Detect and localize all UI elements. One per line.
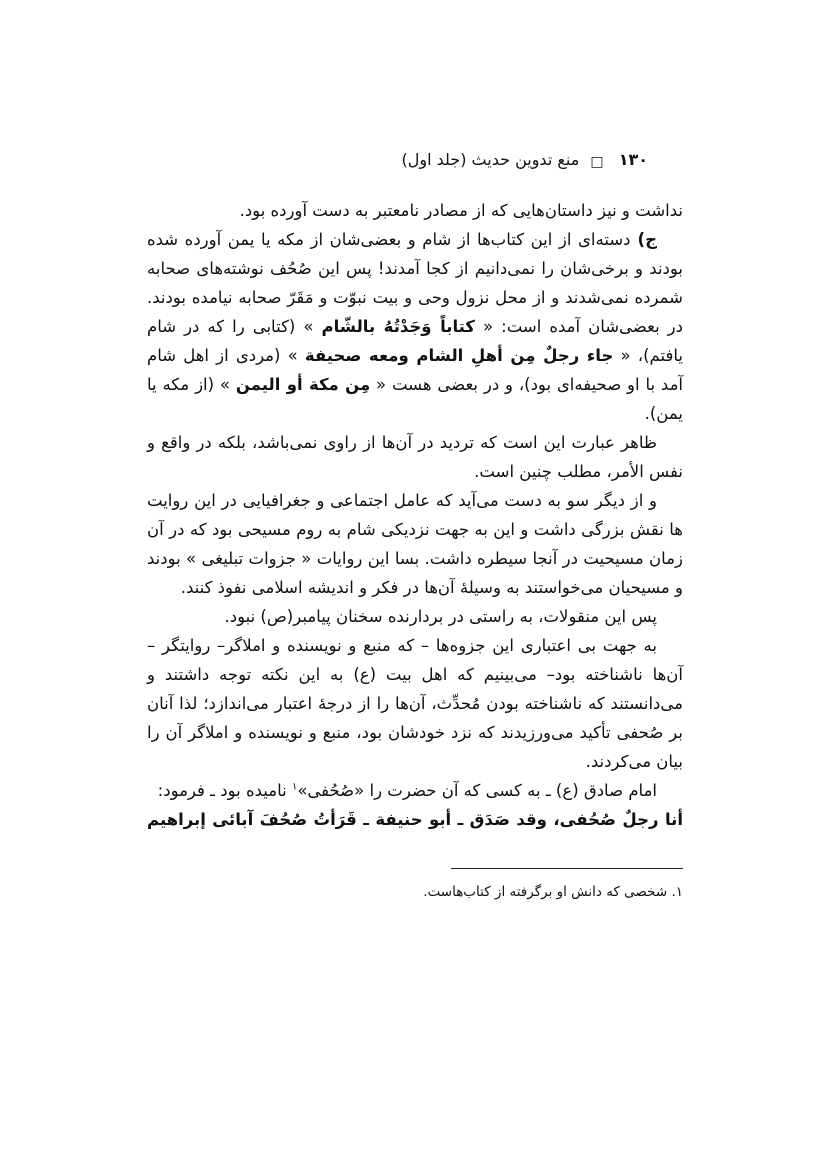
- text-run: » (کتابی را که در شام یافتم)، «: [147, 317, 683, 365]
- paragraph: [147, 225, 683, 428]
- body-paragraphs: [147, 196, 683, 834]
- text-run: امام صادق (ع) ـ به کسی که آن حضرت را «صُحُفی»: [297, 781, 657, 800]
- text-run: نداشت و نیز داستان‌هایی که از مصادر نامعتبر به دست آورده بود.: [239, 201, 683, 220]
- bold-run: ج): [630, 230, 657, 249]
- paragraph: [147, 428, 683, 486]
- footnote-block: [147, 868, 683, 903]
- running-header: [401, 150, 648, 169]
- paragraph: [147, 486, 683, 602]
- book-title: منع تدوین حدیث (جلد اول): [401, 150, 580, 169]
- text-run: » (از مکه یا یمن).: [147, 375, 683, 423]
- text-run: نامیده بود ـ فرمود:: [157, 781, 292, 800]
- footnote-marker: ۱: [291, 781, 298, 793]
- text-run: و از دیگر سو به دست می‌آید که عامل اجتماعی و جغرافیایی در این روایت ها نقش بزرگی داشت و این به جهت نزدیکی شام به روم مسیحی بود که در آن زمان مسیحیت در آنجا سیطره داشت. بسا این روایات « جزوات تبلیغی » بودند و مسیحیان می‌خواستند به وسیلهٔ آن‌ها در فکر و اندیشه اسلامی نفوذ کنند.: [147, 491, 683, 597]
- bold-run: أنا رجلٌ صُحُفی، وقد صَدَق ـ أبو حنیفة ـ قَرَأتُ صُحُفَ آبائی إبراهیم: [147, 810, 683, 829]
- paragraph: [147, 805, 683, 834]
- footnote-text: ۱. شخصی که دانش او برگرفته از کتاب‌هاست.: [423, 884, 683, 900]
- bold-run: کتاباً وَجَدْتُهُ بالشّام: [321, 317, 476, 336]
- text-run: پس این منقولات، به راستی در بردارنده سخنان پیامبر(ص) نبود.: [224, 607, 657, 626]
- bold-run: مِن مکة أو الیمن: [235, 375, 371, 394]
- paragraph: [147, 196, 683, 225]
- text-run: ظاهر عبارت این است که تردید در آن‌ها از راوی نمی‌باشد، بلکه در واقع و نفس الأمر، مطلب چنین است.: [147, 433, 683, 481]
- page-number: ۱۳۰: [618, 150, 648, 169]
- paragraph: [147, 776, 683, 805]
- paragraph: [147, 631, 683, 776]
- bold-run: جاء رجلٌ مِن أهلِ الشام ومعه صحیفة: [304, 346, 614, 365]
- text-run: به جهت بی اعتباری این جزوه‌ها – که منبع و نویسنده و املاگر– روایتگر – آن‌ها ناشناخته بود– می‌بینیم که اهل بیت (ع) به این نکته توجه داشتند و می‌دانستند که ناشناخته بودن مُحدِّث، آن‌ها را از درجهٔ اعتبار می‌اندازد؛ لذا آنان بر صُحفی تأکید می‌ورزیدند که نزد خودشان بود، منبع و نویسنده و املاگر آن را بیان می‌کردند.: [147, 636, 683, 771]
- text-run: دسته‌ای از این کتاب‌ها از شام و بعضی‌شان از مکه یا یمن آورده شده بودند و برخی‌شان را نمی‌دانیم از کجا آمدند! پس این صُحُف نوشته‌های صحابه شمرده نمی‌شدند و از محل نزول وحی و بیت نبوّت و مَقَرّ صحابه نیامده بودند. در بعضی‌شان آمده است: «: [147, 230, 684, 336]
- header-square-icon: □: [590, 154, 604, 170]
- text-run: » (مردی از اهل شام آمد با او صحیفه‌ای بود)، و در بعضی هست «: [147, 346, 683, 394]
- paragraph: [147, 602, 683, 631]
- footnote-divider: [451, 868, 683, 869]
